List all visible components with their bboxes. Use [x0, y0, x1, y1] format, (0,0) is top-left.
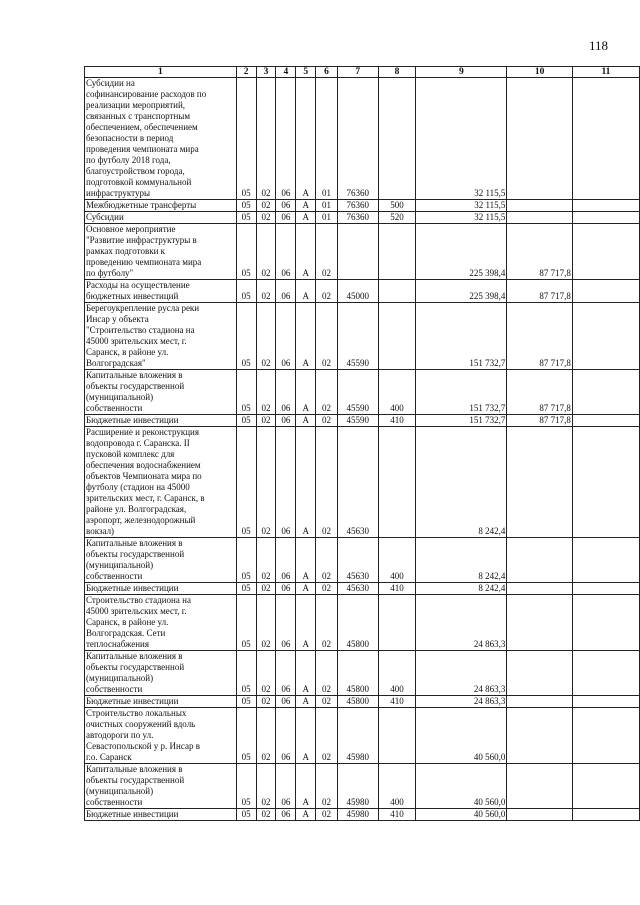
- amount-2018: 151 732,7: [416, 415, 507, 427]
- subsection-code: 02: [256, 212, 276, 224]
- section-code: 05: [236, 708, 256, 764]
- table-row: [85, 224, 640, 280]
- amount-2019: [507, 708, 572, 764]
- event-code: 02: [316, 764, 338, 809]
- program-code: 06: [276, 595, 296, 651]
- amount-2019: [507, 78, 572, 200]
- amount-2019: 87 717,8: [507, 224, 572, 280]
- amount-2018: 24 863,3: [416, 651, 507, 696]
- amount-2018: 32 115,5: [416, 212, 507, 224]
- section-code: 05: [236, 764, 256, 809]
- header-row: [85, 67, 640, 78]
- subsection-code: 02: [256, 415, 276, 427]
- section-code: 05: [236, 538, 256, 583]
- amount-2018: 151 732,7: [416, 303, 507, 370]
- row-description: Субсидии: [85, 212, 237, 224]
- column-header: 9: [416, 67, 507, 78]
- subprogram-code: А: [296, 78, 316, 200]
- expense-type-code: 410: [378, 583, 416, 595]
- amount-2020: [572, 595, 639, 651]
- subsection-code: 02: [256, 224, 276, 280]
- subsection-code: 02: [256, 370, 276, 415]
- program-code: 06: [276, 696, 296, 708]
- subprogram-code: А: [296, 696, 316, 708]
- amount-2020: [572, 708, 639, 764]
- expense-type-code: 410: [378, 696, 416, 708]
- section-code: 05: [236, 595, 256, 651]
- program-code: 06: [276, 764, 296, 809]
- event-code: 02: [316, 303, 338, 370]
- row-description: Бюджетные инвестиции: [85, 583, 237, 595]
- program-code: 06: [276, 212, 296, 224]
- amount-2018: 8 242,4: [416, 583, 507, 595]
- subprogram-code: А: [296, 809, 316, 821]
- row-description: Капитальные вложения в объекты государственной (муниципальной) собственности: [85, 370, 237, 415]
- subsection-code: 02: [256, 303, 276, 370]
- section-code: 05: [236, 78, 256, 200]
- expense-type-code: [378, 303, 416, 370]
- amount-2020: [572, 651, 639, 696]
- amount-2020: [572, 427, 639, 538]
- target-article-code: 45590: [337, 415, 378, 427]
- program-code: 06: [276, 200, 296, 212]
- amount-2019: [507, 583, 572, 595]
- target-article-code: [337, 224, 378, 280]
- event-code: 02: [316, 224, 338, 280]
- table-row: [85, 764, 640, 809]
- amount-2019: [507, 651, 572, 696]
- target-article-code: 45800: [337, 696, 378, 708]
- amount-2019: [507, 212, 572, 224]
- table-row: [85, 583, 640, 595]
- event-code: 02: [316, 538, 338, 583]
- expense-type-code: 410: [378, 809, 416, 821]
- column-header: 10: [507, 67, 572, 78]
- table-row: [85, 595, 640, 651]
- subsection-code: 02: [256, 280, 276, 303]
- table-row: [85, 212, 640, 224]
- program-code: 06: [276, 427, 296, 538]
- budget-table: [84, 66, 640, 821]
- event-code: 02: [316, 809, 338, 821]
- target-article-code: 76360: [337, 78, 378, 200]
- target-article-code: 45980: [337, 708, 378, 764]
- table-row: [85, 415, 640, 427]
- target-article-code: 45630: [337, 583, 378, 595]
- table-row: [85, 708, 640, 764]
- program-code: 06: [276, 303, 296, 370]
- section-code: 05: [236, 200, 256, 212]
- target-article-code: 45980: [337, 809, 378, 821]
- amount-2020: [572, 212, 639, 224]
- amount-2020: [572, 370, 639, 415]
- subsection-code: 02: [256, 764, 276, 809]
- subprogram-code: А: [296, 370, 316, 415]
- amount-2018: 8 242,4: [416, 538, 507, 583]
- amount-2018: 32 115,5: [416, 200, 507, 212]
- section-code: 05: [236, 427, 256, 538]
- subprogram-code: А: [296, 224, 316, 280]
- amount-2018: 151 732,7: [416, 370, 507, 415]
- row-description: Основное мероприятие "Развитие инфраструктуры в рамках подготовки к проведению чемпионата мира по футболу": [85, 224, 237, 280]
- amount-2019: [507, 595, 572, 651]
- event-code: 01: [316, 78, 338, 200]
- subsection-code: 02: [256, 427, 276, 538]
- amount-2019: [507, 538, 572, 583]
- subsection-code: 02: [256, 595, 276, 651]
- expense-type-code: 400: [378, 538, 416, 583]
- amount-2019: 87 717,8: [507, 303, 572, 370]
- column-header: 3: [256, 67, 276, 78]
- table-row: [85, 696, 640, 708]
- table-row: [85, 809, 640, 821]
- table-row: [85, 370, 640, 415]
- target-article-code: 45980: [337, 764, 378, 809]
- row-description: Расширение и реконструкция водопровода г. Саранска. II пусковой комплекс для обеспечения водоснабжением объектов Чемпионата мира по футболу (стадион на 45000 зрительских мест, г. Саранск, в районе ул. Волгоградская, аэропорт, железнодорожный вокзал): [85, 427, 237, 538]
- event-code: 02: [316, 280, 338, 303]
- event-code: 02: [316, 415, 338, 427]
- event-code: 02: [316, 427, 338, 538]
- target-article-code: 76360: [337, 200, 378, 212]
- subsection-code: 02: [256, 78, 276, 200]
- subprogram-code: А: [296, 212, 316, 224]
- amount-2019: [507, 764, 572, 809]
- amount-2020: [572, 224, 639, 280]
- amount-2018: 40 560,0: [416, 708, 507, 764]
- section-code: 05: [236, 415, 256, 427]
- program-code: 06: [276, 538, 296, 583]
- section-code: 05: [236, 651, 256, 696]
- program-code: 06: [276, 809, 296, 821]
- amount-2018: 225 398,4: [416, 280, 507, 303]
- event-code: 01: [316, 200, 338, 212]
- subsection-code: 02: [256, 708, 276, 764]
- table-row: [85, 280, 640, 303]
- subsection-code: 02: [256, 651, 276, 696]
- section-code: 05: [236, 280, 256, 303]
- subprogram-code: А: [296, 595, 316, 651]
- column-header: 5: [296, 67, 316, 78]
- event-code: 02: [316, 696, 338, 708]
- event-code: 02: [316, 651, 338, 696]
- amount-2019: 87 717,8: [507, 370, 572, 415]
- subprogram-code: А: [296, 651, 316, 696]
- amount-2019: 87 717,8: [507, 415, 572, 427]
- event-code: 02: [316, 370, 338, 415]
- target-article-code: 45800: [337, 651, 378, 696]
- column-header: 4: [276, 67, 296, 78]
- row-description: Строительство стадиона на 45000 зрительских мест, г. Саранск, в районе ул. Волгоградская. Сети теплоснабжения: [85, 595, 237, 651]
- column-header: 11: [572, 67, 639, 78]
- row-description: Берегоукрепление русла реки Инсар у объекта "Строительство стадиона на 45000 зрительских мест, г. Саранск, в районе ул. Волгоградская": [85, 303, 237, 370]
- row-description: Капитальные вложения в объекты государственной (муниципальной) собственности: [85, 538, 237, 583]
- expense-type-code: [378, 427, 416, 538]
- subprogram-code: А: [296, 415, 316, 427]
- section-code: 05: [236, 224, 256, 280]
- amount-2020: [572, 583, 639, 595]
- row-description: Строительство локальных очистных сооружений вдоль автодороги по ул. Севастопольской у р. Инсар в г.о. Саранск: [85, 708, 237, 764]
- table-row: [85, 427, 640, 538]
- subprogram-code: А: [296, 427, 316, 538]
- program-code: 06: [276, 583, 296, 595]
- program-code: 06: [276, 415, 296, 427]
- expense-type-code: [378, 708, 416, 764]
- target-article-code: 45630: [337, 538, 378, 583]
- section-code: 05: [236, 696, 256, 708]
- column-header: 8: [378, 67, 416, 78]
- subsection-code: 02: [256, 809, 276, 821]
- amount-2020: [572, 200, 639, 212]
- row-description: Бюджетные инвестиции: [85, 696, 237, 708]
- expense-type-code: 410: [378, 415, 416, 427]
- expense-type-code: [378, 595, 416, 651]
- row-description: Бюджетные инвестиции: [85, 809, 237, 821]
- subprogram-code: А: [296, 764, 316, 809]
- amount-2018: 8 242,4: [416, 427, 507, 538]
- amount-2019: [507, 696, 572, 708]
- amount-2019: 87 717,8: [507, 280, 572, 303]
- amount-2018: 225 398,4: [416, 224, 507, 280]
- event-code: 02: [316, 708, 338, 764]
- program-code: 06: [276, 78, 296, 200]
- row-description: Капитальные вложения в объекты государственной (муниципальной) собственности: [85, 764, 237, 809]
- amount-2018: 40 560,0: [416, 764, 507, 809]
- subprogram-code: А: [296, 538, 316, 583]
- section-code: 05: [236, 809, 256, 821]
- expense-type-code: 520: [378, 212, 416, 224]
- column-header: 6: [316, 67, 338, 78]
- row-description: Капитальные вложения в объекты государственной (муниципальной) собственности: [85, 651, 237, 696]
- expense-type-code: 400: [378, 651, 416, 696]
- table-body: [85, 78, 640, 821]
- column-header: 7: [337, 67, 378, 78]
- amount-2020: [572, 303, 639, 370]
- expense-type-code: 500: [378, 200, 416, 212]
- section-code: 05: [236, 212, 256, 224]
- section-code: 05: [236, 370, 256, 415]
- target-article-code: 45590: [337, 370, 378, 415]
- column-header: 2: [236, 67, 256, 78]
- amount-2020: [572, 696, 639, 708]
- expense-type-code: [378, 280, 416, 303]
- event-code: 02: [316, 583, 338, 595]
- amount-2020: [572, 809, 639, 821]
- table-header: [85, 67, 640, 78]
- section-code: 05: [236, 303, 256, 370]
- table-row: [85, 538, 640, 583]
- amount-2019: [507, 200, 572, 212]
- program-code: 06: [276, 651, 296, 696]
- target-article-code: 45000: [337, 280, 378, 303]
- subsection-code: 02: [256, 696, 276, 708]
- amount-2020: [572, 538, 639, 583]
- table-row: [85, 303, 640, 370]
- amount-2019: [507, 427, 572, 538]
- program-code: 06: [276, 224, 296, 280]
- row-description: Субсидии на софинансирование расходов по реализации мероприятий, связанных с транспортным обеспечением, обеспечением безопасности в период проведения чемпионата мира по футболу 2018 года, благоустройством города, подготовкой коммунальной инфраструктуры: [85, 78, 237, 200]
- row-description: Бюджетные инвестиции: [85, 415, 237, 427]
- target-article-code: 45630: [337, 427, 378, 538]
- program-code: 06: [276, 708, 296, 764]
- column-header: 1: [85, 67, 237, 78]
- amount-2020: [572, 415, 639, 427]
- row-description: Расходы на осуществление бюджетных инвестиций: [85, 280, 237, 303]
- subprogram-code: А: [296, 583, 316, 595]
- amount-2020: [572, 764, 639, 809]
- subsection-code: 02: [256, 583, 276, 595]
- event-code: 02: [316, 595, 338, 651]
- amount-2018: 24 863,3: [416, 696, 507, 708]
- target-article-code: 76360: [337, 212, 378, 224]
- subprogram-code: А: [296, 708, 316, 764]
- amount-2019: [507, 809, 572, 821]
- program-code: 06: [276, 370, 296, 415]
- expense-type-code: [378, 78, 416, 200]
- expense-type-code: 400: [378, 764, 416, 809]
- subprogram-code: А: [296, 303, 316, 370]
- subprogram-code: А: [296, 200, 316, 212]
- row-description: Межбюджетные трансферты: [85, 200, 237, 212]
- section-code: 05: [236, 583, 256, 595]
- page-number: 118: [589, 38, 609, 53]
- amount-2018: 40 560,0: [416, 809, 507, 821]
- expense-type-code: [378, 224, 416, 280]
- program-code: 06: [276, 280, 296, 303]
- table-row: [85, 78, 640, 200]
- subprogram-code: А: [296, 280, 316, 303]
- subsection-code: 02: [256, 538, 276, 583]
- amount-2018: 32 115,5: [416, 78, 507, 200]
- target-article-code: 45590: [337, 303, 378, 370]
- amount-2018: 24 863,3: [416, 595, 507, 651]
- target-article-code: 45800: [337, 595, 378, 651]
- subsection-code: 02: [256, 200, 276, 212]
- expense-type-code: 400: [378, 370, 416, 415]
- event-code: 01: [316, 212, 338, 224]
- table-row: [85, 200, 640, 212]
- table-row: [85, 651, 640, 696]
- amount-2020: [572, 280, 639, 303]
- amount-2020: [572, 78, 639, 200]
